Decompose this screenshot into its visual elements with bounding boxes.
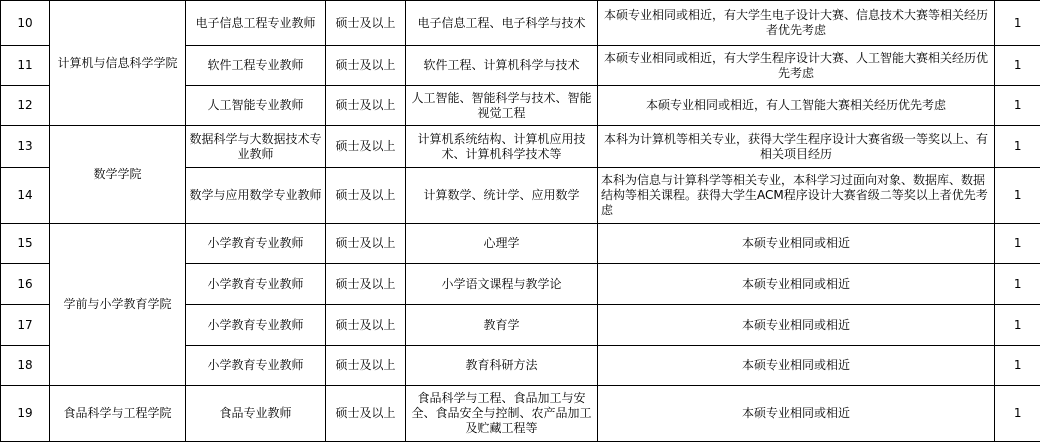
major-cell: 计算数学、统计学、应用数学 bbox=[406, 168, 598, 224]
count-cell: 1 bbox=[995, 86, 1040, 126]
degree-cell: 硕士及以上 bbox=[326, 1, 406, 46]
position-cell: 软件工程专业教师 bbox=[186, 46, 326, 86]
row-index: 16 bbox=[1, 264, 50, 305]
row-index: 19 bbox=[1, 386, 50, 442]
position-cell: 数据科学与大数据技术专业教师 bbox=[186, 126, 326, 168]
row-index: 17 bbox=[1, 305, 50, 346]
degree-cell: 硕士及以上 bbox=[326, 46, 406, 86]
position-cell: 小学教育专业教师 bbox=[186, 264, 326, 305]
count-cell: 1 bbox=[995, 305, 1040, 346]
major-cell: 心理学 bbox=[406, 224, 598, 264]
position-cell: 小学教育专业教师 bbox=[186, 346, 326, 386]
count-cell: 1 bbox=[995, 1, 1040, 46]
college-cell: 数学学院 bbox=[50, 126, 186, 224]
count-cell: 1 bbox=[995, 346, 1040, 386]
position-cell: 小学教育专业教师 bbox=[186, 224, 326, 264]
requirement-cell: 本硕专业相同或相近，有大学生电子设计大赛、信息技术大赛等相关经历者优先考虑 bbox=[598, 1, 995, 46]
row-index: 12 bbox=[1, 86, 50, 126]
position-cell: 数学与应用数学专业教师 bbox=[186, 168, 326, 224]
count-cell: 1 bbox=[995, 224, 1040, 264]
requirement-cell: 本科为计算机等相关专业，获得大学生程序设计大赛省级一等奖以上、有相关项目经历 bbox=[598, 126, 995, 168]
requirement-cell: 本硕专业相同或相近 bbox=[598, 346, 995, 386]
degree-cell: 硕士及以上 bbox=[326, 305, 406, 346]
requirement-cell: 本硕专业相同或相近 bbox=[598, 386, 995, 442]
count-cell: 1 bbox=[995, 126, 1040, 168]
count-cell: 1 bbox=[995, 386, 1040, 442]
row-index: 15 bbox=[1, 224, 50, 264]
row-index: 13 bbox=[1, 126, 50, 168]
major-cell: 食品科学与工程、食品加工与安全、食品安全与控制、农产品加工及贮藏工程等 bbox=[406, 386, 598, 442]
position-cell: 小学教育专业教师 bbox=[186, 305, 326, 346]
degree-cell: 硕士及以上 bbox=[326, 224, 406, 264]
college-cell: 食品科学与工程学院 bbox=[50, 386, 186, 442]
requirement-cell: 本硕专业相同或相近 bbox=[598, 224, 995, 264]
major-cell: 教育学 bbox=[406, 305, 598, 346]
major-cell: 教育科研方法 bbox=[406, 346, 598, 386]
count-cell: 1 bbox=[995, 168, 1040, 224]
row-index: 11 bbox=[1, 46, 50, 86]
row-index: 14 bbox=[1, 168, 50, 224]
requirement-cell: 本硕专业相同或相近，有人工智能大赛相关经历优先考虑 bbox=[598, 86, 995, 126]
requirement-cell: 本硕专业相同或相近，有大学生程序设计大赛、人工智能大赛相关经历优先考虑 bbox=[598, 46, 995, 86]
degree-cell: 硕士及以上 bbox=[326, 168, 406, 224]
degree-cell: 硕士及以上 bbox=[326, 86, 406, 126]
degree-cell: 硕士及以上 bbox=[326, 386, 406, 442]
major-cell: 人工智能、智能科学与技术、智能视觉工程 bbox=[406, 86, 598, 126]
requirement-cell: 本科为信息与计算科学等相关专业，本科学习过面向对象、数据库、数据结构等相关课程。获得大学生ACM程序设计大赛省级二等奖以上者优先考虑 bbox=[598, 168, 995, 224]
major-cell: 小学语文课程与教学论 bbox=[406, 264, 598, 305]
table-row bbox=[1, 386, 1040, 442]
requirement-cell: 本硕专业相同或相近 bbox=[598, 305, 995, 346]
college-cell: 计算机与信息科学学院 bbox=[50, 1, 186, 126]
row-index: 10 bbox=[1, 1, 50, 46]
position-cell: 食品专业教师 bbox=[186, 386, 326, 442]
count-cell: 1 bbox=[995, 264, 1040, 305]
table-row bbox=[1, 1, 1040, 46]
college-cell: 学前与小学教育学院 bbox=[50, 224, 186, 386]
degree-cell: 硕士及以上 bbox=[326, 346, 406, 386]
position-cell: 电子信息工程专业教师 bbox=[186, 1, 326, 46]
row-index: 18 bbox=[1, 346, 50, 386]
table-row bbox=[1, 126, 1040, 168]
major-cell: 软件工程、计算机科学与技术 bbox=[406, 46, 598, 86]
position-cell: 人工智能专业教师 bbox=[186, 86, 326, 126]
table-row bbox=[1, 224, 1040, 264]
requirement-cell: 本硕专业相同或相近 bbox=[598, 264, 995, 305]
major-cell: 计算机系统结构、计算机应用技术、计算机科学技术等 bbox=[406, 126, 598, 168]
degree-cell: 硕士及以上 bbox=[326, 126, 406, 168]
count-cell: 1 bbox=[995, 46, 1040, 86]
degree-cell: 硕士及以上 bbox=[326, 264, 406, 305]
major-cell: 电子信息工程、电子科学与技术 bbox=[406, 1, 598, 46]
